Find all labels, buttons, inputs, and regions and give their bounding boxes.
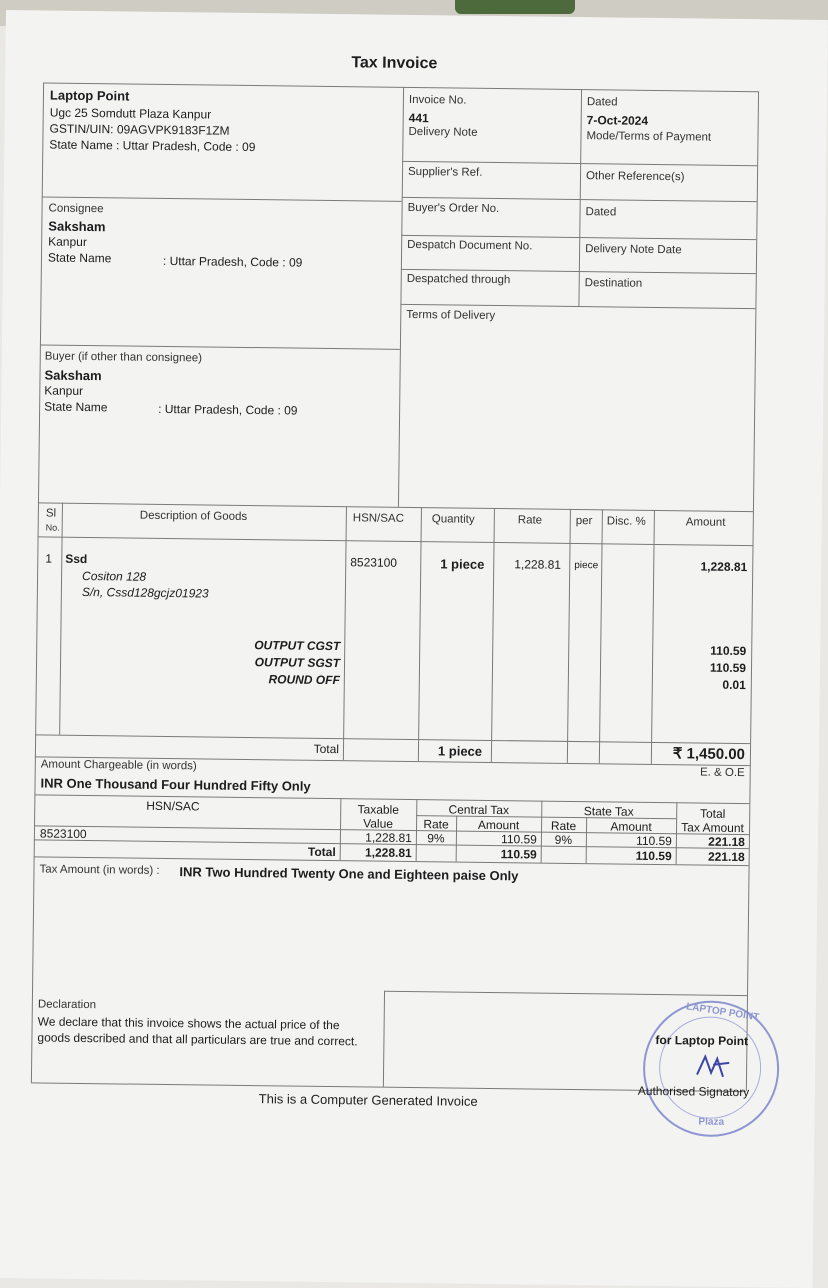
total-quantity: 1 piece xyxy=(437,743,483,759)
tax-hsn-header: HSN/SAC xyxy=(146,798,200,814)
seller-address: Ugc 25 Somdutt Plaza Kanpur xyxy=(49,105,212,122)
items-header-line xyxy=(38,536,753,546)
item-name: Ssd xyxy=(65,551,88,567)
dated-label: Dated xyxy=(586,96,618,109)
tax-row-state-rate: 9% xyxy=(554,832,573,847)
tax-taxable-header: Taxable xyxy=(357,802,400,817)
item-quantity: 1 piece xyxy=(440,556,485,572)
invoice-title: Tax Invoice xyxy=(351,54,438,73)
total-tax-header: Total xyxy=(699,806,726,821)
tax-total-central: 110.59 xyxy=(500,847,537,862)
item-line1: Cositon 128 xyxy=(82,568,147,584)
left-border xyxy=(31,82,44,1082)
tax-row-total: 221.18 xyxy=(708,834,745,850)
col-amount: Amount xyxy=(685,516,726,529)
col-rate: Rate xyxy=(517,514,543,527)
buyer-name: Saksham xyxy=(44,367,102,384)
consignee-state-label: State Name xyxy=(47,250,112,266)
items-total-top-line xyxy=(35,734,750,744)
signature-box-left xyxy=(383,991,385,1087)
item-rate: 1,228.81 xyxy=(514,557,562,572)
item-per: piece xyxy=(574,559,599,572)
tax-row-central-rate: 9% xyxy=(427,831,445,846)
grand-total: ₹ 1,450.00 xyxy=(672,745,746,764)
tax-total-label: Total xyxy=(307,844,336,860)
col-line xyxy=(567,509,571,763)
consignee-city: Kanpur xyxy=(48,234,87,250)
col-line xyxy=(491,508,495,762)
cgst-label: OUTPUT CGST xyxy=(254,638,341,654)
eoe-label: E. & O.E xyxy=(699,766,745,780)
tax-total-taxable: 1,228.81 xyxy=(364,845,412,861)
destination-label: Destination xyxy=(584,277,643,290)
col-sl: Sl xyxy=(45,507,57,520)
amount-words-value: INR One Thousand Four Hundred Fifty Only xyxy=(40,775,311,794)
seller-state: State Name : Uttar Pradesh, Code : 09 xyxy=(49,137,256,155)
suppliers-ref-label: Supplier's Ref. xyxy=(407,165,483,179)
computer-generated-note: This is a Computer Generated Invoice xyxy=(258,1091,478,1109)
state-rate-header: Rate xyxy=(550,818,577,834)
mode-terms-label: Mode/Terms of Payment xyxy=(586,130,712,144)
consignee-name: Saksham xyxy=(48,218,106,235)
header-divider xyxy=(398,87,404,507)
sgst-amount: 110.59 xyxy=(709,660,747,676)
col-line xyxy=(651,510,655,764)
invoice-paper xyxy=(0,10,828,1288)
top-border xyxy=(43,82,758,92)
delivery-note-date-label: Delivery Note Date xyxy=(585,243,682,257)
tax-row-hsn: 8523100 xyxy=(39,826,87,842)
col-per: per xyxy=(575,514,593,528)
dated-value: 7-Oct-2024 xyxy=(586,113,649,128)
cgst-amount: 110.59 xyxy=(710,643,747,659)
other-refs-label: Other Reference(s) xyxy=(585,170,685,184)
tax-row-taxable: 1,228.81 xyxy=(365,830,412,846)
central-rate-header: Rate xyxy=(423,817,449,832)
tax-amount-header: Tax Amount xyxy=(681,820,744,836)
seller-gstin: GSTIN/UIN: 09AGVPK9183F1ZM xyxy=(49,121,230,138)
col-disc: Disc. % xyxy=(606,515,646,528)
total-label: Total xyxy=(313,741,340,757)
invoice-no-label: Invoice No. xyxy=(408,93,467,107)
buyer-label: Buyer (if other than consignee) xyxy=(44,350,203,365)
declaration-line1: We declare that this invoice shows the actual price of the xyxy=(37,1014,340,1033)
consignee-state-value: : Uttar Pradesh, Code : 09 xyxy=(162,253,303,270)
consignee-bottom-line xyxy=(40,344,400,349)
col-quantity: Quantity xyxy=(431,513,475,526)
right-border xyxy=(746,91,759,1091)
dated2-label: Dated xyxy=(585,206,617,219)
signature-box-top xyxy=(384,991,747,996)
signature-scribble xyxy=(693,1050,733,1080)
item-line2: S/n, Cssd128gcjz01923 xyxy=(81,584,209,601)
buyer-state-value: : Uttar Pradesh, Code : 09 xyxy=(158,401,298,418)
consignee-label: Consignee xyxy=(48,202,104,216)
declaration-line2: goods described and that all particulars are true and correct. xyxy=(37,1030,358,1049)
buyer-state-label: State Name xyxy=(44,399,108,415)
stamp-top-text: LAPTOP POINT xyxy=(685,1001,760,1024)
central-tax-header: Central Tax xyxy=(448,802,510,818)
despatched-through-label: Despatched through xyxy=(406,272,511,287)
for-company: for Laptop Point xyxy=(655,1033,749,1049)
col-line xyxy=(418,507,422,761)
stamp-bottom-text: Plaza xyxy=(698,1116,725,1128)
tax-row-state-amount: 110.59 xyxy=(635,833,672,849)
central-amount-header: Amount xyxy=(477,817,520,833)
buyers-order-label: Buyer's Order No. xyxy=(407,201,500,216)
photo-background-object xyxy=(455,0,575,14)
tax-total-total: 221.18 xyxy=(707,849,745,865)
despatch-doc-label: Despatch Document No. xyxy=(407,238,533,253)
state-amount-header: Amount xyxy=(610,819,652,834)
tax-row-central-amount: 110.59 xyxy=(501,832,537,847)
col-hsn: HSN/SAC xyxy=(352,512,405,525)
col-line xyxy=(599,509,603,763)
sgst-label: OUTPUT SGST xyxy=(254,655,341,671)
seller-bottom-line xyxy=(42,196,402,201)
col-no: No. xyxy=(45,522,60,533)
tax-words-label: Tax Amount (in words) : xyxy=(39,863,160,877)
col-description: Description of Goods xyxy=(139,509,248,523)
tax-total-state: 110.59 xyxy=(635,848,672,864)
terms-of-delivery-label: Terms of Delivery xyxy=(406,308,496,322)
tax-words-value: INR Two Hundred Twenty One and Eighteen paise Only xyxy=(179,864,519,884)
state-tax-header: State Tax xyxy=(583,804,634,819)
item-amount: 1,228.81 xyxy=(700,559,748,575)
seller-name: Laptop Point xyxy=(49,87,130,104)
item-sl: 1 xyxy=(45,551,53,566)
declaration-label: Declaration xyxy=(37,998,97,1012)
amount-words-label: Amount Chargeable (in words) xyxy=(40,758,197,773)
item-hsn: 8523100 xyxy=(350,555,398,570)
invoice-no-value: 441 xyxy=(408,110,429,126)
delivery-note-label: Delivery Note xyxy=(408,125,478,139)
round-off-amount: 0.01 xyxy=(722,677,746,693)
authorised-signatory: Authorised Signatory xyxy=(637,1083,750,1100)
round-off-label: ROUND OFF xyxy=(268,672,340,688)
tax-value-header: Value xyxy=(363,816,394,831)
buyer-city: Kanpur xyxy=(44,383,84,398)
col-line xyxy=(343,506,347,760)
